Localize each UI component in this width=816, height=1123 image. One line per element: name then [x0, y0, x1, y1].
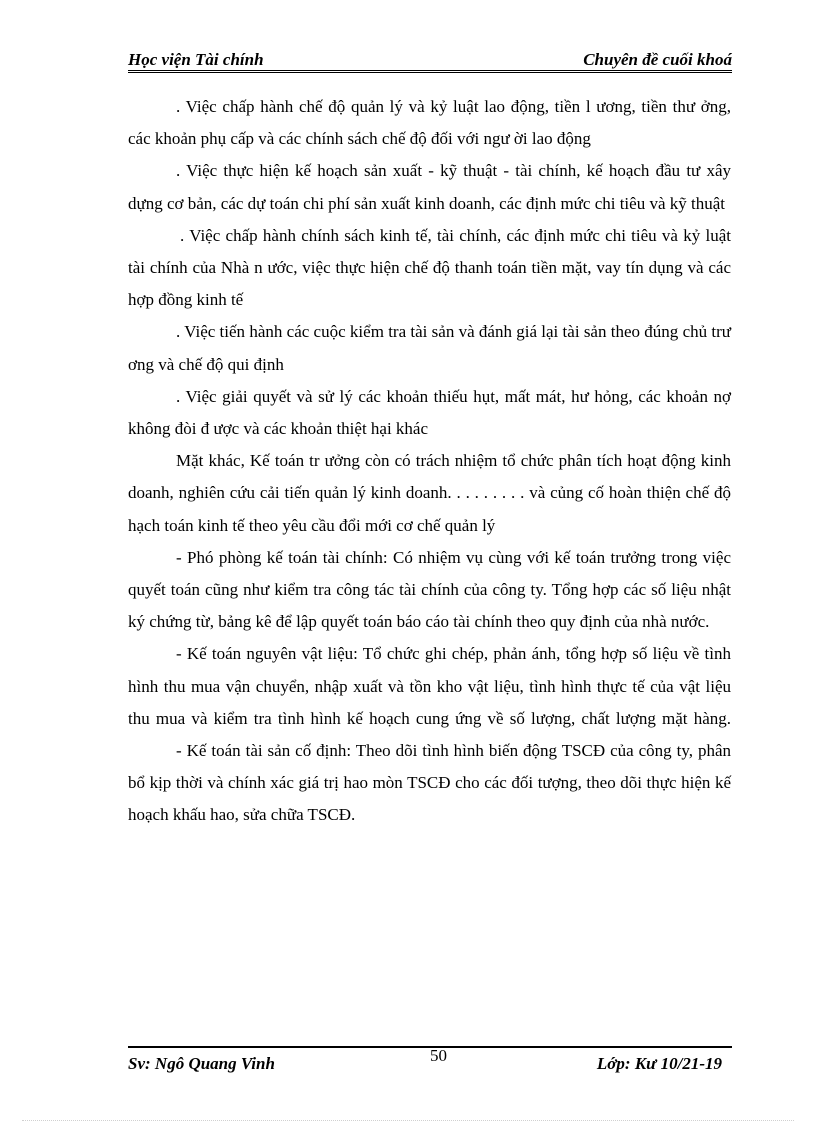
paragraph-labor-discipline: . Việc chấp hành chế độ quản lý và kỷ luật lao động, tiền l ương, tiền thư ởng, các khoản phụ cấp và các chính sách chế độ đối với ngư ời lao động — [128, 97, 731, 149]
page-header — [128, 48, 732, 73]
page-number: 50 — [430, 1046, 447, 1065]
paragraph-fixed-assets-accountant: - Kế toán tài sản cố định: Theo dõi tình hình biến động TSCĐ của công ty, phân bổ kịp thời và chính xác giá trị hao mòn TSCĐ cho các đối tượng, theo dõi thực hiện kế hoạch khấu hao, sửa chữa TSCĐ. — [128, 741, 731, 825]
page-footer — [128, 1052, 732, 1076]
paragraph-shortfall-handling: . Việc giải quyết và sử lý các khoản thiếu hụt, mất mát, hư hỏng, các khoản nợ không đòi đ ược và các khoản thiệt hại khác — [128, 386, 731, 439]
header-document-title: Chuyên đề cuối khoá — [583, 50, 732, 69]
footer-class: Lớp: Kư 10/21-19 — [596, 1054, 722, 1073]
paragraph-deputy-head: - Phó phòng kế toán tài chính: Có nhiệm vụ cùng với kế toán trưởng trong việc quyết toán cũng như kiểm tra công tác tài chính của công ty. Tổng hợp các số liệu nhật ký chứng từ, bảng kê để lập quyết toán báo cáo tài chính theo quy định của nhà nước. — [128, 547, 731, 632]
paragraph-chief-accountant: Mặt khác, Kế toán tr ưởng còn có trách nhiệm tổ chức phân tích hoạt động kinh doanh, nghiên cứu cải tiến quản lý kinh doanh. . . . . . . . . và củng cố hoàn thiện chế độ hạch toán kinh tế theo yêu cầu đổi mới cơ chế quản lý — [128, 451, 731, 535]
page-edge-divider — [22, 1120, 794, 1121]
header-institution: Học viện Tài chính — [128, 50, 264, 69]
body-text — [128, 91, 731, 832]
paragraph-production-plan: . Việc thực hiện kế hoạch sản xuất - kỹ thuật - tài chính, kế hoạch đầu tư xây dựng cơ bản, các dự toán chi phí sản xuất kinh doanh, các định mức chi tiêu và kỹ thuật — [128, 161, 731, 213]
footer-student-name: Sv: Ngô Quang Vinh — [128, 1054, 275, 1073]
paragraph-finance-policy: . Việc chấp hành chính sách kinh tế, tài chính, các định mức chi tiêu và kỷ luật tài chính của Nhà n ước, việc thực hiện chế độ thanh toán tiền mặt, vay tín dụng và các hợp đồng kinh tế — [128, 225, 731, 310]
paragraph-materials-accountant: - Kế toán nguyên vật liệu: Tổ chức ghi chép, phản ánh, tổng hợp số liệu về tình hình thu mua vận chuyển, nhập xuất và tồn kho vật liệu, tình hình thực tế của vật liệu thu mua và kiểm tra tình hình kế hoạch cung ứng về số lượng, chất lượng mặt hàng. — [128, 644, 731, 728]
paragraph-asset-inspection: . Việc tiến hành các cuộc kiểm tra tài sản và đánh giá lại tài sản theo đúng chủ trư ơng và chế độ qui định — [128, 322, 731, 374]
